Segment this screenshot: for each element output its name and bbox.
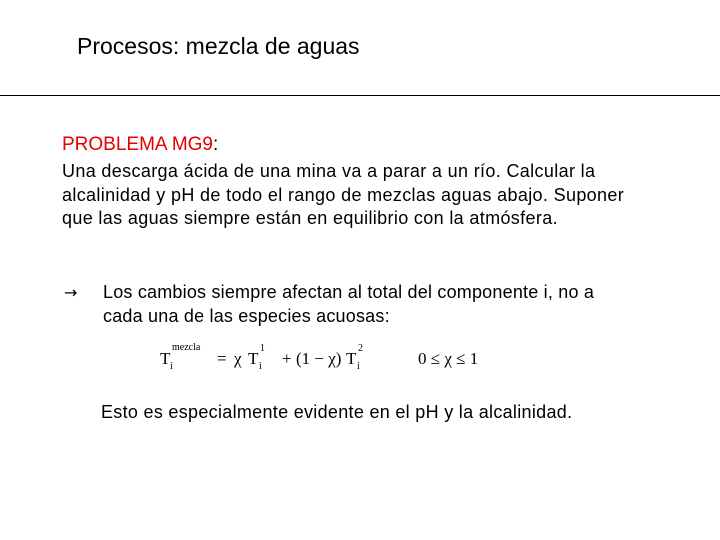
problem-statement-line-1: Una descarga ácida de una mina va a parar a un río. Calcular la xyxy=(62,161,596,181)
problem-heading xyxy=(62,133,218,157)
slide-title: Procesos: mezcla de aguas xyxy=(77,33,360,59)
problem-statement xyxy=(62,160,702,231)
formula-lhs-subscript: i xyxy=(170,361,173,372)
problem-statement-line-2: alcalinidad y pH de todo el rango de mezclas aguas abajo. Suponer xyxy=(62,184,625,205)
formula-term2-symbol: T xyxy=(346,349,357,368)
bullet-text xyxy=(103,280,594,328)
problem-heading-label: PROBLEMA MG9 xyxy=(62,134,213,155)
problem-heading-colon: : xyxy=(213,134,219,155)
bullet-text-line-2: cada una de las especies acuosas: xyxy=(103,306,390,326)
arrow-bullet-icon: → xyxy=(64,283,78,302)
problem-statement-line-3: que las aguas siempre están en equilibrio con la atmósfera. xyxy=(62,208,558,228)
formula-plus: + xyxy=(282,349,292,368)
formula-term2-superscript: 2 xyxy=(358,343,363,354)
formula-chi: χ xyxy=(234,349,242,368)
closing-note: Esto es especialmente evidente en el pH y la alcalinidad. xyxy=(101,402,573,422)
formula-equals: = xyxy=(217,349,227,368)
formula-lhs-symbol: T xyxy=(160,349,171,368)
bullet-text-line-1: Los cambios siempre afectan al total del componente i, no a xyxy=(103,282,595,302)
formula-constraint: 0 ≤ χ ≤ 1 xyxy=(418,349,479,368)
title-divider xyxy=(0,95,720,96)
formula-term1-subscript: i xyxy=(259,361,262,372)
formula-term2-subscript: i xyxy=(357,361,360,372)
formula-term1-superscript: 1 xyxy=(260,343,265,354)
formula-paren-expression: (1 − χ) xyxy=(296,349,342,368)
mixing-formula xyxy=(158,340,498,374)
formula-term1-symbol: T xyxy=(248,349,259,368)
formula-lhs-superscript: mezcla xyxy=(172,342,201,353)
